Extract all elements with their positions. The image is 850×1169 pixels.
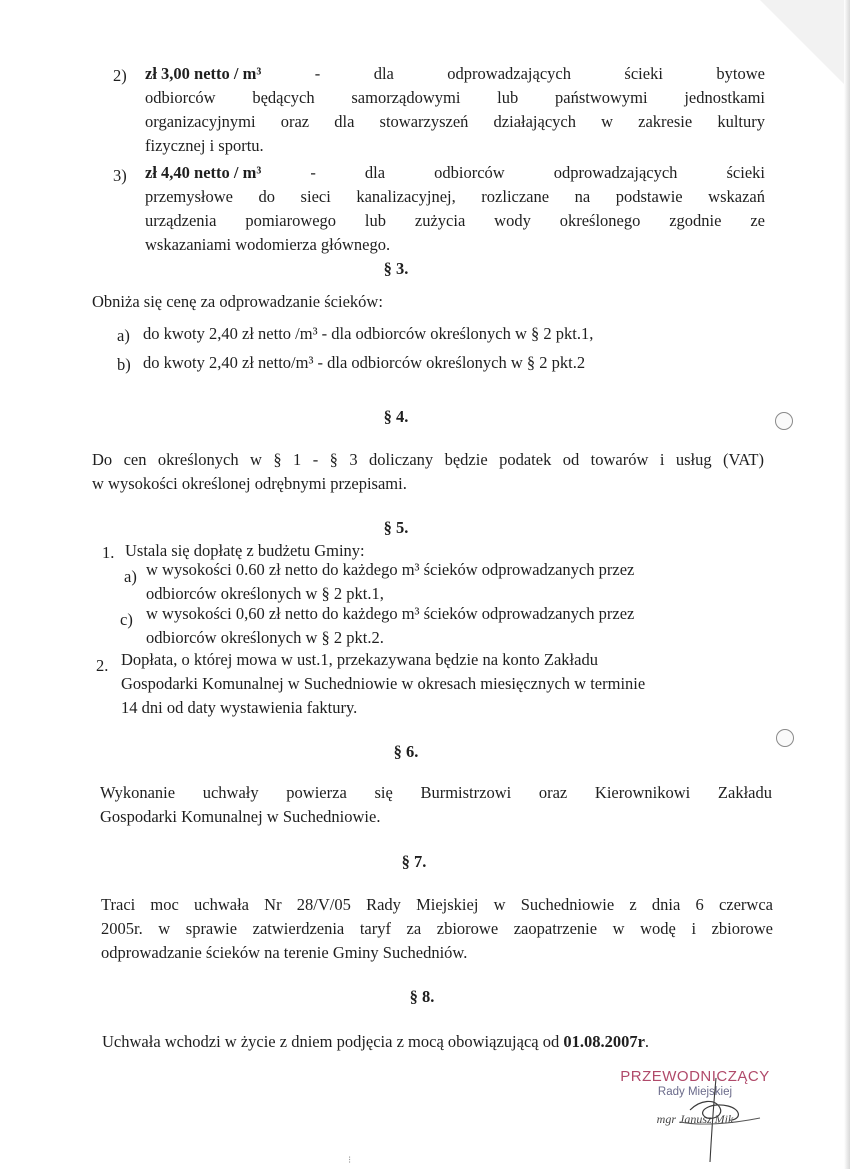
item-3-number: 3)	[113, 166, 127, 185]
section-7-line-1: Traci moc uchwała Nr 28/V/05 Rady Miejskiej w Suchedniowie z dnia 6 czerwca	[101, 895, 773, 914]
item-2-line-2: odbiorców będących samorządowymi lub państwowymi jednostkami	[145, 88, 765, 107]
section-5-point-2-line-2: Gospodarki Komunalnej w Suchedniowie w okresach miesięcznych w terminie	[121, 674, 646, 693]
section-8-text	[102, 1030, 782, 1054]
stamp-name: mgr Janusz Mik	[656, 1112, 734, 1126]
section-6-line-2: Gospodarki Komunalnej w Suchedniowie.	[100, 807, 381, 826]
item-3-price: zł 4,40 netto / m³	[145, 163, 262, 182]
item-3-line-3: urządzenia pomiarowego lub zużycia wody określonego zgodnie ze	[145, 211, 765, 230]
section-5-point-1-number: 1.	[102, 543, 115, 562]
section-3-heading: § 3.	[383, 259, 409, 278]
section-5-heading: § 5.	[383, 518, 409, 537]
item-3-line-4: wskazaniami wodomierza głównego.	[145, 235, 391, 254]
section-5-sub-a-line-2: odbiorców określonych w § 2 pkt.1,	[146, 584, 384, 603]
section-5-sub-a	[146, 558, 746, 606]
section-5-point-2-line-1: Dopłata, o której mowa w ust.1, przekazywana będzie na konto Zakładu	[121, 650, 598, 669]
section-5-sub-c-line-1: w wysokości 0,60 zł netto do każdego m³ ścieków odprowadzanych przez	[146, 604, 635, 623]
item-3-word: ścieki	[726, 163, 765, 182]
item-3-line-1	[145, 161, 765, 185]
stamp-subtitle: Rady Miejskiej	[657, 1086, 733, 1098]
section-7-line-3: odprowadzanie ścieków na terenie Gminy Suchedniów.	[101, 943, 468, 962]
section-8-heading: § 8.	[409, 987, 435, 1006]
scan-mark: ⁝	[348, 1155, 352, 1166]
item-2-line-3: organizacyjnymi oraz dla stowarzyszeń działających w zakresie kultury	[145, 112, 765, 131]
section-8-text-prefix: Uchwała wchodzi w życie z dniem podjęcia z mocą obowiązującą od	[102, 1032, 560, 1051]
section-5-sub-a-mark: a)	[124, 567, 137, 586]
section-6-text	[100, 781, 772, 829]
section-4-heading: § 4.	[383, 407, 409, 426]
signature-stamp	[600, 1068, 790, 1127]
section-6-heading: § 6.	[393, 742, 419, 761]
section-7-heading: § 7.	[401, 852, 427, 871]
section-5-sub-c-mark: c)	[120, 610, 133, 629]
section-8-text-suffix: .	[644, 1032, 650, 1051]
section-5-sub-a-line-1: w wysokości 0.60 zł netto do każdego m³ ścieków odprowadzanych przez	[146, 560, 635, 579]
section-3-item-a: do kwoty 2,40 zł netto /m³ - dla odbiorców określonych w § 2 pkt.1,	[143, 324, 594, 343]
section-5-sub-c	[146, 602, 746, 650]
section-3-item-a-mark: a)	[117, 326, 130, 345]
section-3-item-b: do kwoty 2,40 zł netto/m³ - dla odbiorców określonych w § 2 pkt.2	[143, 353, 586, 372]
item-2-word: dla	[373, 64, 394, 83]
punch-hole	[775, 412, 793, 430]
item-2-word: bytowe	[716, 64, 765, 83]
page-edge-shadow	[844, 0, 850, 1169]
section-3-intro: Obniża się cenę za odprowadzanie ścieków:	[92, 292, 383, 311]
item-3	[145, 161, 765, 257]
section-8-effective-date: 01.08.2007r	[563, 1032, 645, 1051]
item-2-line-4: fizycznej i sportu.	[145, 136, 264, 155]
section-5-sub-c-line-2: odbiorców określonych w § 2 pkt.2.	[146, 628, 384, 647]
item-3-dash: -	[310, 163, 316, 182]
section-5-point-2	[121, 648, 761, 720]
item-2-line-1	[145, 62, 765, 86]
item-2	[145, 62, 765, 158]
section-4-line-2: w wysokości określonej odrębnymi przepisami.	[92, 474, 407, 493]
item-2-dash: -	[314, 64, 321, 83]
section-7-text	[101, 893, 773, 965]
section-5-point-2-number: 2.	[96, 656, 109, 675]
punch-hole	[776, 729, 794, 747]
item-3-word: odbiorców	[434, 163, 505, 182]
section-3-item-b-mark: b)	[117, 355, 131, 374]
section-5-point-1: Ustala się dopłatę z budżetu Gminy:	[125, 541, 365, 560]
section-7-line-2: 2005r. w sprawie zatwierdzenia taryf za zbiorowe zaopatrzenie w wodę i zbiorowe	[101, 919, 773, 938]
item-3-word: odprowadzających	[553, 163, 678, 182]
item-2-word: ścieki	[624, 64, 663, 83]
section-4-line-1: Do cen określonych w § 1 - § 3 doliczany będzie podatek od towarów i usług (VAT)	[92, 450, 764, 469]
stamp-title: PRZEWODNICZĄCY	[620, 1068, 770, 1085]
item-2-word: odprowadzających	[447, 64, 571, 83]
item-3-line-2: przemysłowe do sieci kanalizacyjnej, rozliczane na podstawie wskazań	[145, 187, 765, 206]
item-2-price: zł 3,00 netto / m³	[145, 64, 262, 83]
section-5-point-2-line-3: 14 dni od daty wystawienia faktury.	[121, 698, 358, 717]
folded-page-corner	[760, 0, 850, 90]
item-3-word: dla	[364, 163, 386, 182]
section-4-text	[92, 448, 764, 496]
item-2-number: 2)	[113, 66, 127, 85]
section-6-line-1: Wykonanie uchwały powierza się Burmistrzowi oraz Kierownikowi Zakładu	[100, 783, 772, 802]
